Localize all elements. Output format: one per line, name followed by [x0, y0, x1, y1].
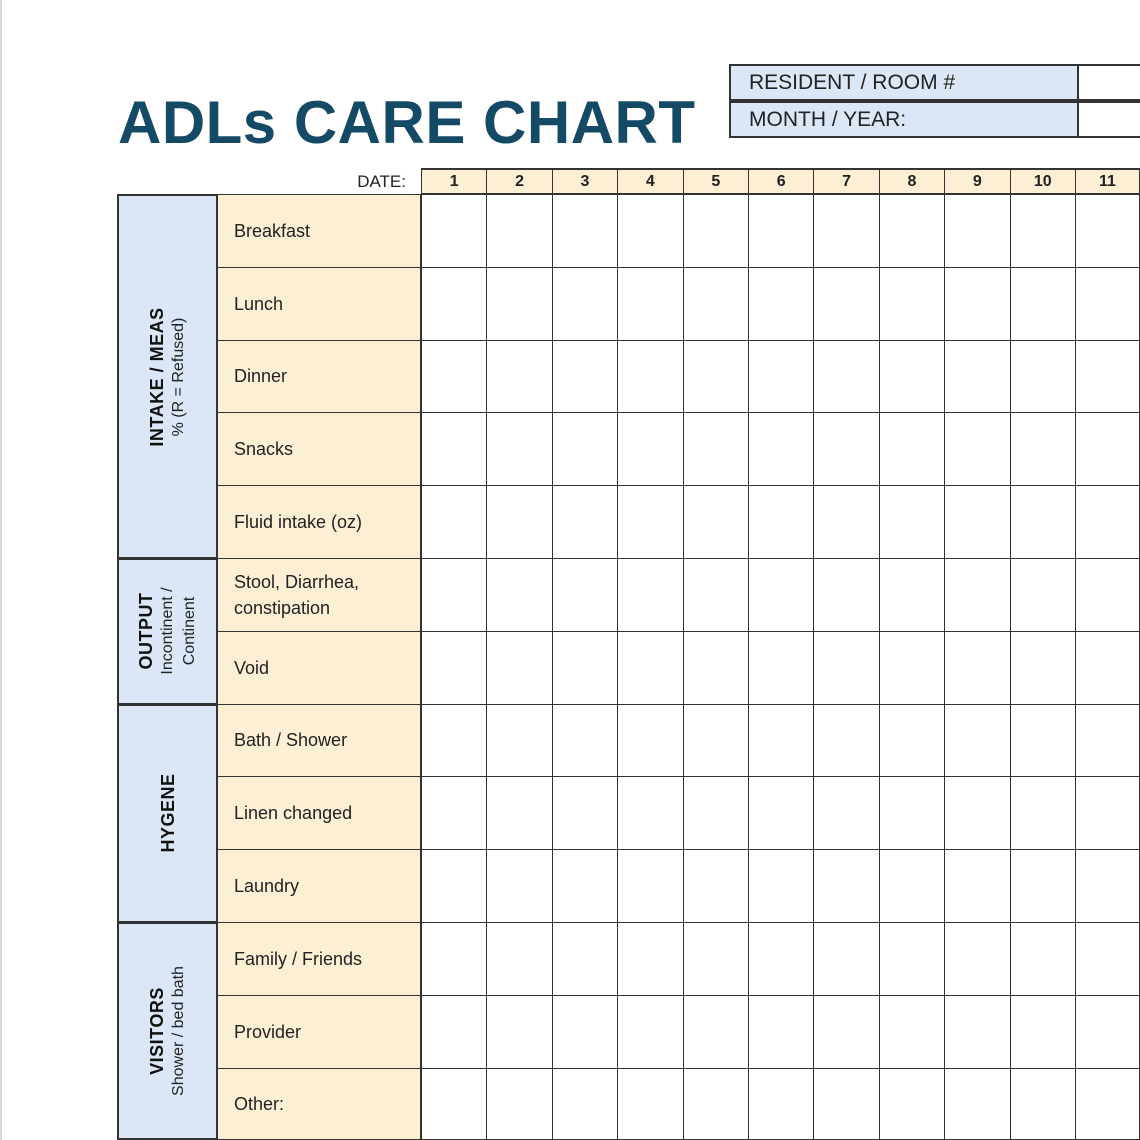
row-label: Linen changed — [217, 776, 422, 850]
entry-cell[interactable] — [552, 776, 618, 850]
entry-cell[interactable] — [1075, 922, 1140, 996]
section-visitors — [117, 922, 218, 1140]
entry-cell[interactable] — [683, 922, 749, 996]
entry-cell[interactable] — [683, 558, 749, 632]
entry-cell[interactable] — [1075, 267, 1140, 341]
entry-cell[interactable] — [486, 995, 552, 1069]
entry-cell[interactable] — [748, 922, 814, 996]
entry-cell[interactable] — [552, 1068, 618, 1140]
entry-cell[interactable] — [748, 776, 814, 850]
entry-cell[interactable] — [486, 704, 552, 778]
entry-cell[interactable] — [617, 631, 683, 705]
entry-cell[interactable] — [683, 776, 749, 850]
day-header: 11 — [1075, 168, 1140, 195]
entry-cell[interactable] — [683, 849, 749, 923]
entry-cell[interactable] — [813, 485, 879, 559]
entry-cell[interactable] — [552, 485, 618, 559]
entry-cell[interactable] — [486, 849, 552, 923]
section-label — [146, 966, 190, 1096]
entry-cell[interactable] — [748, 412, 814, 486]
entry-cell[interactable] — [617, 558, 683, 632]
section-title: VISITORS — [146, 987, 167, 1075]
entry-cell[interactable] — [617, 704, 683, 778]
entry-cell[interactable] — [813, 922, 879, 996]
section-title: HYGENE — [157, 773, 178, 853]
entry-cell[interactable] — [683, 631, 749, 705]
entry-cell[interactable] — [486, 267, 552, 341]
entry-cell[interactable] — [552, 267, 618, 341]
resident-room-label: RESIDENT / ROOM # — [729, 64, 1079, 101]
section-label — [157, 774, 179, 853]
entry-cell[interactable] — [813, 995, 879, 1069]
entry-cell[interactable] — [748, 267, 814, 341]
entry-cell[interactable] — [1010, 485, 1076, 559]
day-header: 7 — [813, 168, 879, 195]
entry-cell[interactable] — [1010, 558, 1076, 632]
entry-cell[interactable] — [944, 849, 1010, 923]
entry-cell[interactable] — [748, 1068, 814, 1140]
entry-cell[interactable] — [1075, 704, 1140, 778]
section-subtitle: Continent — [180, 597, 198, 666]
entry-cell[interactable] — [617, 849, 683, 923]
row-label: Fluid intake (oz) — [217, 485, 422, 559]
entry-cell[interactable] — [421, 267, 487, 341]
row-label: Stool, Diarrhea, constipation — [217, 558, 422, 632]
section-subtitle: % (R = Refused) — [169, 317, 187, 436]
entry-cell[interactable] — [944, 704, 1010, 778]
entry-cell[interactable] — [813, 776, 879, 850]
row-label: Dinner — [217, 340, 422, 414]
section-title: OUTPUT — [135, 592, 156, 670]
entry-cell[interactable] — [683, 485, 749, 559]
entry-cell[interactable] — [617, 922, 683, 996]
entry-cell[interactable] — [813, 1068, 879, 1140]
entry-cell[interactable] — [944, 995, 1010, 1069]
entry-cell[interactable] — [879, 704, 945, 778]
entry-cell[interactable] — [1075, 558, 1140, 632]
entry-cell[interactable] — [552, 412, 618, 486]
row-label: Provider — [217, 995, 422, 1069]
entry-cell[interactable] — [1010, 267, 1076, 341]
day-header: 5 — [683, 168, 749, 195]
entry-cell[interactable] — [683, 1068, 749, 1140]
entry-cell[interactable] — [1075, 995, 1140, 1069]
entry-cell[interactable] — [748, 194, 814, 268]
entry-cell[interactable] — [944, 340, 1010, 414]
entry-cell[interactable] — [486, 776, 552, 850]
entry-cell[interactable] — [486, 558, 552, 632]
section-label — [135, 588, 201, 675]
entry-cell[interactable] — [617, 412, 683, 486]
entry-cell[interactable] — [1010, 704, 1076, 778]
entry-cell[interactable] — [683, 340, 749, 414]
entry-cell[interactable] — [879, 631, 945, 705]
row-label: Breakfast — [217, 194, 422, 268]
entry-cell[interactable] — [1075, 412, 1140, 486]
entry-cell[interactable] — [879, 485, 945, 559]
entry-cell[interactable] — [552, 922, 618, 996]
entry-cell[interactable] — [421, 1068, 487, 1140]
entry-cell[interactable] — [1075, 849, 1140, 923]
entry-cell[interactable] — [552, 995, 618, 1069]
row-label: Bath / Shower — [217, 704, 422, 778]
entry-cell[interactable] — [683, 995, 749, 1069]
entry-cell[interactable] — [1010, 412, 1076, 486]
entry-cell[interactable] — [683, 704, 749, 778]
day-header: 6 — [748, 168, 814, 195]
entry-cell[interactable] — [879, 1068, 945, 1140]
row-label: Other: — [217, 1068, 422, 1140]
entry-cell[interactable] — [1075, 485, 1140, 559]
entry-cell[interactable] — [748, 631, 814, 705]
page-title: ADLs CARE CHART — [118, 89, 696, 156]
entry-cell[interactable] — [944, 776, 1010, 850]
entry-cell[interactable] — [879, 849, 945, 923]
entry-cell[interactable] — [1010, 194, 1076, 268]
entry-cell[interactable] — [552, 704, 618, 778]
entry-cell[interactable] — [813, 412, 879, 486]
entry-cell[interactable] — [486, 194, 552, 268]
entry-cell[interactable] — [1075, 340, 1140, 414]
entry-cell[interactable] — [748, 849, 814, 923]
entry-cell[interactable] — [813, 631, 879, 705]
entry-cell[interactable] — [617, 995, 683, 1069]
entry-cell[interactable] — [617, 267, 683, 341]
entry-cell[interactable] — [683, 194, 749, 268]
entry-cell[interactable] — [617, 485, 683, 559]
entry-cell[interactable] — [617, 1068, 683, 1140]
entry-cell[interactable] — [683, 412, 749, 486]
section-label — [146, 307, 190, 446]
entry-cell[interactable] — [813, 267, 879, 341]
entry-cell[interactable] — [486, 412, 552, 486]
month-year-label: MONTH / YEAR: — [729, 101, 1079, 138]
entry-cell[interactable] — [486, 340, 552, 414]
entry-cell[interactable] — [813, 340, 879, 414]
entry-cell[interactable] — [486, 631, 552, 705]
entry-cell[interactable] — [813, 849, 879, 923]
row-label: Laundry — [217, 849, 422, 923]
entry-cell[interactable] — [748, 340, 814, 414]
entry-cell[interactable] — [421, 194, 487, 268]
day-header: 10 — [1010, 168, 1076, 195]
entry-cell[interactable] — [683, 267, 749, 341]
day-header: 4 — [617, 168, 683, 195]
entry-cell[interactable] — [879, 776, 945, 850]
entry-cell[interactable] — [1075, 194, 1140, 268]
entry-cell[interactable] — [617, 776, 683, 850]
entry-cell[interactable] — [944, 1068, 1010, 1140]
entry-cell[interactable] — [944, 631, 1010, 705]
entry-cell[interactable] — [1010, 849, 1076, 923]
entry-cell[interactable] — [879, 267, 945, 341]
entry-cell[interactable] — [944, 412, 1010, 486]
month-row — [729, 101, 1140, 138]
entry-cell[interactable] — [421, 849, 487, 923]
entry-cell[interactable] — [486, 1068, 552, 1140]
day-header: 3 — [552, 168, 618, 195]
entry-cell[interactable] — [1075, 631, 1140, 705]
entry-cell[interactable] — [1010, 1068, 1076, 1140]
entry-cell[interactable] — [1075, 776, 1140, 850]
entry-cell[interactable] — [421, 485, 487, 559]
section-output — [117, 558, 218, 705]
entry-cell[interactable] — [813, 194, 879, 268]
row-label: Lunch — [217, 267, 422, 341]
entry-cell[interactable] — [748, 485, 814, 559]
day-header: 1 — [421, 168, 487, 195]
entry-cell[interactable] — [421, 922, 487, 996]
entry-cell[interactable] — [486, 485, 552, 559]
entry-cell[interactable] — [879, 558, 945, 632]
entry-cell[interactable] — [552, 340, 618, 414]
entry-cell[interactable] — [552, 194, 618, 268]
entry-cell[interactable] — [421, 631, 487, 705]
resident-room-field[interactable] — [1077, 64, 1140, 101]
entry-cell[interactable] — [944, 194, 1010, 268]
entry-cell[interactable] — [813, 704, 879, 778]
section-subtitle: Shower / bed bath — [169, 966, 187, 1096]
day-header: 2 — [486, 168, 552, 195]
entry-cell[interactable] — [421, 776, 487, 850]
entry-cell[interactable] — [944, 267, 1010, 341]
entry-cell[interactable] — [879, 340, 945, 414]
entry-cell[interactable] — [552, 849, 618, 923]
entry-cell[interactable] — [1010, 340, 1076, 414]
entry-cell[interactable] — [1010, 776, 1076, 850]
entry-cell[interactable] — [879, 412, 945, 486]
entry-cell[interactable] — [1010, 995, 1076, 1069]
entry-cell[interactable] — [552, 558, 618, 632]
entry-cell[interactable] — [813, 558, 879, 632]
entry-cell[interactable] — [879, 922, 945, 996]
section-intake-meas — [117, 194, 218, 559]
resident-row — [729, 64, 1140, 101]
section-subtitle: Incontinent / — [158, 587, 176, 675]
entry-cell[interactable] — [421, 995, 487, 1069]
page-edge — [0, 0, 2, 1140]
entry-cell[interactable] — [1075, 1068, 1140, 1140]
section-hygene — [117, 704, 218, 923]
entry-cell[interactable] — [421, 704, 487, 778]
section-title: INTAKE / MEAS — [146, 306, 167, 447]
entry-cell[interactable] — [944, 922, 1010, 996]
day-header: 9 — [944, 168, 1010, 195]
entry-cell[interactable] — [1010, 631, 1076, 705]
month-year-field[interactable] — [1077, 101, 1140, 138]
entry-cell[interactable] — [748, 995, 814, 1069]
entry-cell[interactable] — [879, 995, 945, 1069]
date-label: DATE: — [357, 172, 406, 191]
entry-cell[interactable] — [421, 558, 487, 632]
entry-cell[interactable] — [748, 558, 814, 632]
entry-cell[interactable] — [748, 704, 814, 778]
row-label: Family / Friends — [217, 922, 422, 996]
entry-cell[interactable] — [617, 340, 683, 414]
row-label: Snacks — [217, 412, 422, 486]
entry-cell[interactable] — [486, 922, 552, 996]
entry-cell[interactable] — [879, 194, 945, 268]
entry-cell[interactable] — [944, 485, 1010, 559]
entry-cell[interactable] — [617, 194, 683, 268]
entry-cell[interactable] — [944, 558, 1010, 632]
entry-cell[interactable] — [552, 631, 618, 705]
entry-cell[interactable] — [421, 412, 487, 486]
entry-cell[interactable] — [421, 340, 487, 414]
entry-cell[interactable] — [1010, 922, 1076, 996]
day-header: 8 — [879, 168, 945, 195]
row-label: Void — [217, 631, 422, 705]
